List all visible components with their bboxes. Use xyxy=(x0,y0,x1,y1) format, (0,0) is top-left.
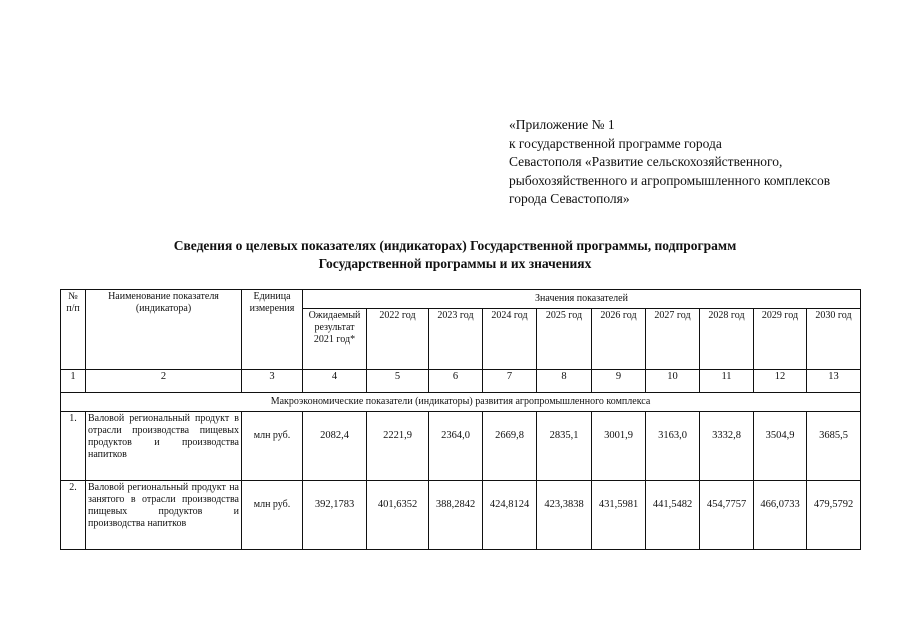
row-value: 479,5792 xyxy=(807,481,861,550)
column-index-row xyxy=(61,370,861,393)
row-value: 392,1783 xyxy=(303,481,367,550)
column-index: 13 xyxy=(807,370,861,393)
row-value: 3332,8 xyxy=(700,412,754,481)
appendix-note xyxy=(509,116,830,209)
row-indicator-name: Валовой региональный продукт на занятого в отрасли производства пищевых продуктов и производства напитков xyxy=(86,481,242,550)
row-value: 401,6352 xyxy=(367,481,429,550)
appendix-line: Севастополя «Развитие сельскохозяйственного, xyxy=(509,154,783,169)
header-row xyxy=(61,290,861,309)
row-indicator-name: Валовой региональный продукт в отрасли производства пищевых продуктов и производства напитков xyxy=(86,412,242,481)
header-year: 2024 год xyxy=(483,309,537,370)
document-title xyxy=(60,237,850,273)
table-row xyxy=(61,481,861,550)
column-index: 7 xyxy=(483,370,537,393)
column-index: 8 xyxy=(537,370,592,393)
row-value: 2082,4 xyxy=(303,412,367,481)
row-unit: млн руб. xyxy=(242,481,303,550)
row-value: 3163,0 xyxy=(646,412,700,481)
column-index: 3 xyxy=(242,370,303,393)
header-year: 2026 год xyxy=(592,309,646,370)
row-value: 2221,9 xyxy=(367,412,429,481)
appendix-line: города Севастополя» xyxy=(509,191,630,206)
header-year: 2027 год xyxy=(646,309,700,370)
header-unit: Единица измерения xyxy=(242,290,303,370)
row-value: 2669,8 xyxy=(483,412,537,481)
row-unit: млн руб. xyxy=(242,412,303,481)
header-name: Наименование показателя (индикатора) xyxy=(86,290,242,370)
column-index: 5 xyxy=(367,370,429,393)
row-value: 3001,9 xyxy=(592,412,646,481)
header-num: № п/п xyxy=(61,290,86,370)
column-index: 2 xyxy=(86,370,242,393)
header-year: Ожидаемый результат 2021 год* xyxy=(303,309,367,370)
row-value: 388,2842 xyxy=(429,481,483,550)
row-value: 454,7757 xyxy=(700,481,754,550)
indicators-table xyxy=(60,289,861,550)
row-value: 3504,9 xyxy=(754,412,807,481)
row-value: 3685,5 xyxy=(807,412,861,481)
appendix-line: рыбохозяйственного и агропромышленного комплексов xyxy=(509,172,831,188)
appendix-line: к государственной программе города xyxy=(509,135,722,151)
header-year: 2025 год xyxy=(537,309,592,370)
column-index: 4 xyxy=(303,370,367,393)
row-value: 2835,1 xyxy=(537,412,592,481)
column-index: 12 xyxy=(754,370,807,393)
header-year: 2030 год xyxy=(807,309,861,370)
section-heading: Макроэкономические показатели (индикаторы) развития агропромышленного комплекса xyxy=(61,393,861,412)
section-row xyxy=(61,393,861,412)
row-num: 2. xyxy=(61,481,86,550)
table-row xyxy=(61,412,861,481)
row-value: 423,3838 xyxy=(537,481,592,550)
appendix-line: «Приложение № 1 xyxy=(509,117,615,132)
row-value: 466,0733 xyxy=(754,481,807,550)
column-index: 6 xyxy=(429,370,483,393)
title-line-2: Государственной программы и их значениях xyxy=(318,256,592,271)
header-year: 2028 год xyxy=(700,309,754,370)
row-value: 2364,0 xyxy=(429,412,483,481)
title-line-1: Сведения о целевых показателях (индикаторах) Государственной программы, подпрограмм xyxy=(173,238,737,253)
header-year: 2029 год xyxy=(754,309,807,370)
row-num: 1. xyxy=(61,412,86,481)
column-index: 11 xyxy=(700,370,754,393)
header-values: Значения показателей xyxy=(303,290,861,309)
header-year: 2023 год xyxy=(429,309,483,370)
column-index: 1 xyxy=(61,370,86,393)
column-index: 10 xyxy=(646,370,700,393)
row-value: 424,8124 xyxy=(483,481,537,550)
column-index: 9 xyxy=(592,370,646,393)
row-value: 431,5981 xyxy=(592,481,646,550)
header-year: 2022 год xyxy=(367,309,429,370)
row-value: 441,5482 xyxy=(646,481,700,550)
